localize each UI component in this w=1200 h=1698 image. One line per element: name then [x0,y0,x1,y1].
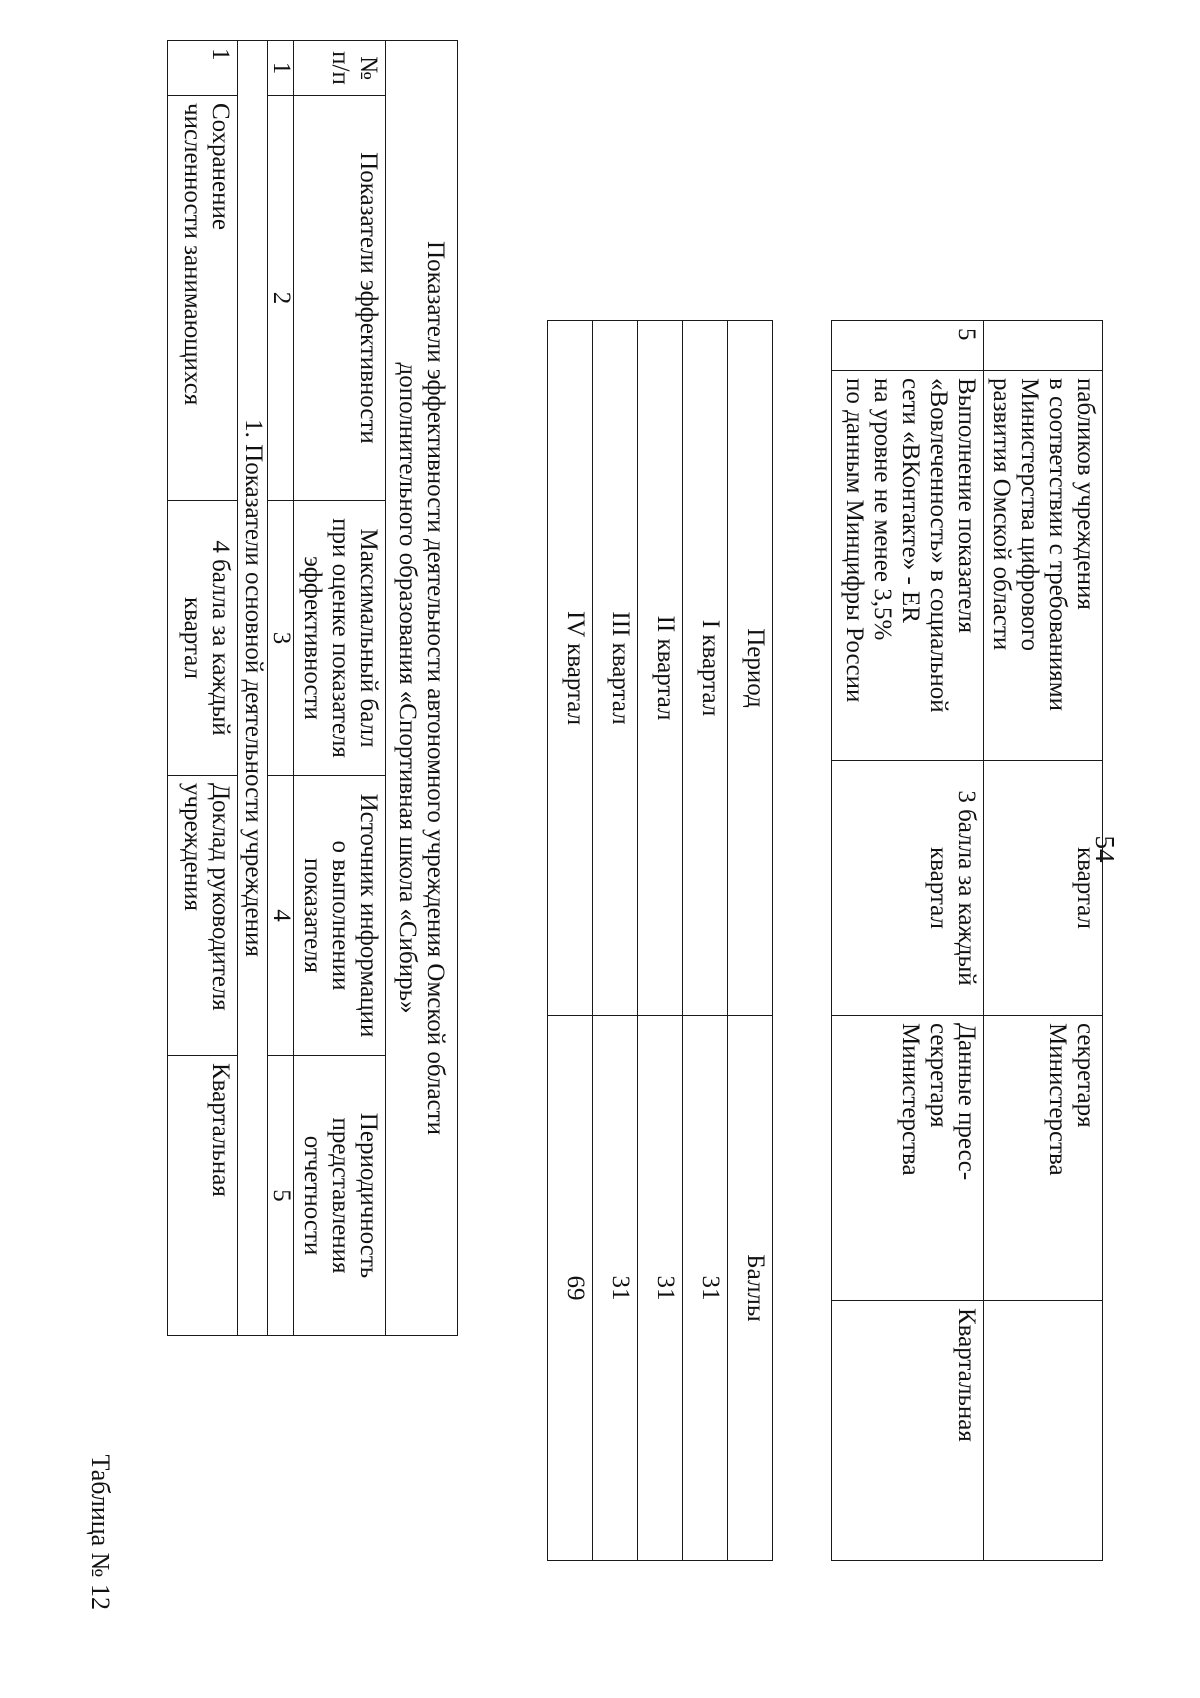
table-row [683,321,728,1561]
max-score-cell: 4 балла за каждый квартал [168,501,238,776]
column-number: 5 [268,1056,294,1336]
page-number: 54 [1090,835,1120,863]
table-row [548,321,593,1561]
max-score-cell: 3 балла за каждый квартал [832,761,984,1016]
period-points-table [547,320,773,1561]
table-label: Таблица № 12 [86,1454,115,1610]
indicator-header: Показатели эффективности [294,96,386,501]
period-header: Периодичность представления отчетности [294,1056,386,1336]
indicators-table-continued [831,320,1103,1561]
indicator-cell: Выполнение показателя «Вовлеченность» в социальной сети «ВКонтакте» - ER на уровне не менее 3,5% по данным Минцифры России [832,371,984,761]
points-header: Баллы [728,1016,773,1561]
column-number: 3 [268,501,294,776]
table-header-row [728,321,773,1561]
column-number: 2 [268,96,294,501]
max-score-cell: квартал [984,761,1103,1016]
period-cell: II квартал [638,321,683,1016]
row-number-cell: 1 [168,41,238,96]
table-caption-row [386,41,458,1336]
source-cell: секретаря Министерства [984,1016,1103,1301]
period-cell: Квартальная [832,1301,984,1561]
table-row [984,321,1103,1561]
table-row [832,321,984,1561]
table-row [638,321,683,1561]
max-score-header: Максимальный балл при оценке показателя эффективности [294,501,386,776]
period-cell: I квартал [683,321,728,1016]
column-number: 4 [268,776,294,1056]
row-number-cell [984,321,1103,371]
table-caption: Показатели эффективности деятельности автономного учреждения Омской области дополнительного образования «Спортивная школа «Сибирь» [386,41,458,1336]
source-header: Источник информации о выполнении показателя [294,776,386,1056]
source-cell: Доклад руководителя учреждения [168,776,238,1056]
points-cell: 69 [548,1016,593,1561]
section-row [238,41,268,1336]
number-header: № п/п [294,41,386,96]
period-header: Период [728,321,773,1016]
indicator-cell: пабликов учреждения в соответствии с требованиями Министерства цифрового развития Омской области [984,371,1103,761]
column-number-row [268,41,294,1336]
period-cell: Квартальная [168,1056,238,1336]
row-number-cell: 5 [832,321,984,371]
table-header-row [294,41,386,1336]
period-cell: III квартал [593,321,638,1016]
period-cell: IV квартал [548,321,593,1016]
points-cell: 31 [593,1016,638,1561]
table-row [593,321,638,1561]
efficiency-indicators-table [167,40,458,1336]
period-cell [984,1301,1103,1561]
table-row [168,41,238,1336]
column-number: 1 [268,41,294,96]
points-cell: 31 [638,1016,683,1561]
source-cell: Данные пресс- секретаря Министерства [832,1016,984,1301]
section-title: 1. Показатели основной деятельности учреждения [238,41,268,1336]
points-cell: 31 [683,1016,728,1561]
indicator-cell: Сохранение численности занимающихся [168,96,238,501]
